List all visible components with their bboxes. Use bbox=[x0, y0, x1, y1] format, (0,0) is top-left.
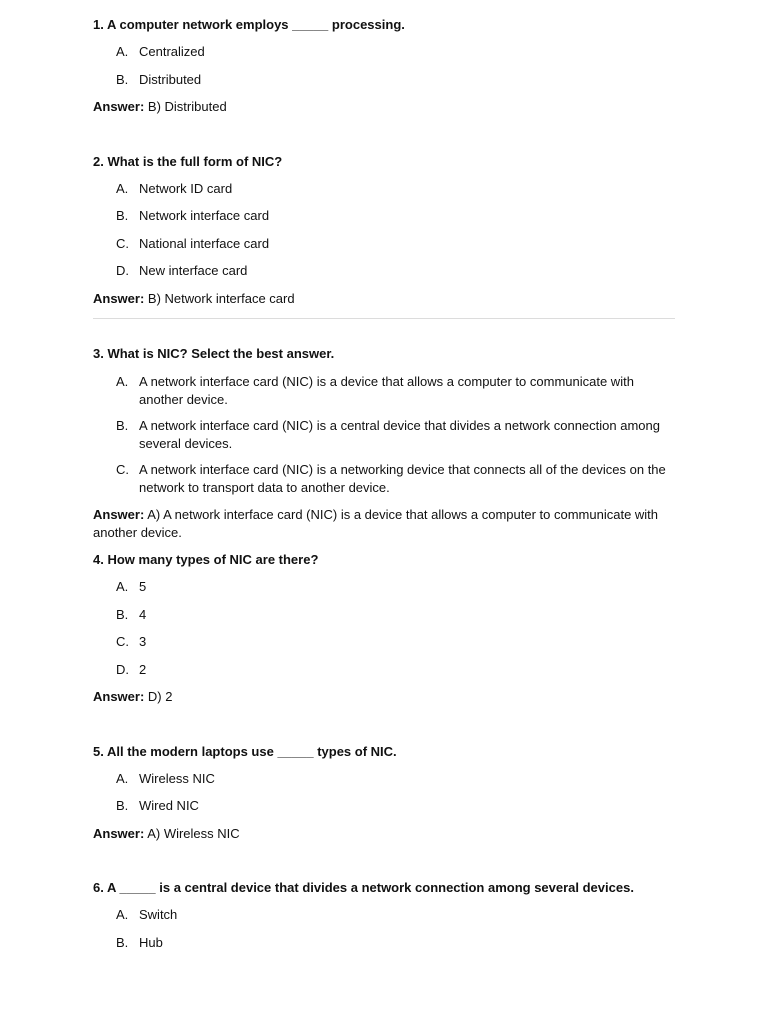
section-divider bbox=[93, 318, 675, 319]
option-item bbox=[93, 934, 675, 952]
quiz-document bbox=[93, 16, 675, 951]
option-letter: C. bbox=[116, 634, 129, 649]
option-letter: B. bbox=[116, 71, 129, 87]
question-2-text: 2. What is the full form of NIC? bbox=[93, 153, 283, 169]
option-text: Distributed bbox=[139, 71, 202, 87]
answer-text: B) Distributed bbox=[147, 99, 227, 114]
option-letter: B. bbox=[116, 208, 129, 223]
option-item bbox=[93, 417, 675, 452]
option-letter: B. bbox=[116, 934, 129, 950]
option-text: A network interface card (NIC) is a networking device that connects all of the devices on the network to transport data to another device. bbox=[139, 462, 666, 495]
option-item bbox=[93, 633, 675, 651]
question-6-text: 6. A _____ is a central device that divides a network connection among several devices. bbox=[93, 880, 634, 895]
answer-label: Answer: bbox=[93, 689, 145, 704]
answer-text: B) Network interface card bbox=[147, 290, 295, 306]
option-text: Network interface card bbox=[139, 208, 270, 223]
option-item bbox=[93, 373, 675, 408]
question-1-text: 1. A computer network employs _____ processing. bbox=[93, 17, 405, 32]
option-letter: C. bbox=[116, 235, 129, 251]
question-5-options bbox=[93, 770, 675, 815]
question-4-options bbox=[93, 578, 675, 678]
question-4-text: 4. How many types of NIC are there? bbox=[93, 552, 319, 567]
option-item bbox=[93, 578, 675, 596]
option-letter: A. bbox=[116, 770, 129, 786]
option-letter: A. bbox=[116, 180, 129, 196]
question-3-answer bbox=[93, 506, 675, 541]
answer-text: A) Wireless NIC bbox=[147, 825, 240, 841]
option-text: 5 bbox=[139, 579, 147, 594]
option-text: Wired NIC bbox=[139, 798, 199, 813]
question-5-answer bbox=[93, 825, 675, 843]
option-text: New interface card bbox=[139, 263, 248, 278]
question-1-answer bbox=[93, 98, 675, 116]
option-text: A network interface card (NIC) is a device that allows a computer to communicate with another device. bbox=[139, 374, 634, 407]
option-letter: A. bbox=[116, 907, 129, 922]
option-item bbox=[93, 180, 675, 198]
question-3-text: 3. What is NIC? Select the best answer. bbox=[93, 346, 335, 361]
answer-text: A) A network interface card (NIC) is a device that allows a computer to communicate with another device. bbox=[93, 507, 659, 540]
option-letter: B. bbox=[116, 606, 129, 622]
answer-label: Answer: bbox=[93, 507, 145, 522]
option-item bbox=[93, 606, 675, 624]
answer-text: D) 2 bbox=[147, 689, 173, 704]
option-letter: A. bbox=[116, 44, 129, 59]
option-item bbox=[93, 71, 675, 89]
option-letter: D. bbox=[116, 263, 129, 278]
question-1-options bbox=[93, 43, 675, 88]
option-text: 3 bbox=[139, 634, 147, 649]
option-text: Network ID card bbox=[139, 180, 233, 196]
answer-label: Answer: bbox=[93, 290, 145, 306]
option-text: 2 bbox=[139, 661, 147, 677]
question-2-answer bbox=[93, 290, 675, 308]
option-item bbox=[93, 207, 675, 225]
option-letter: B. bbox=[116, 798, 129, 813]
option-letter: C. bbox=[116, 462, 129, 477]
option-item bbox=[93, 661, 675, 679]
option-item bbox=[93, 770, 675, 788]
option-letter: B. bbox=[116, 418, 129, 433]
answer-label: Answer: bbox=[93, 825, 145, 841]
option-text: Hub bbox=[139, 934, 163, 950]
answer-label: Answer: bbox=[93, 99, 145, 114]
option-letter: D. bbox=[116, 661, 129, 677]
option-item bbox=[93, 43, 675, 61]
question-3-options bbox=[93, 373, 675, 496]
option-text: National interface card bbox=[139, 235, 270, 251]
option-item bbox=[93, 262, 675, 280]
option-item bbox=[93, 235, 675, 253]
option-text: Switch bbox=[139, 907, 178, 922]
option-letter: A. bbox=[116, 374, 129, 389]
option-item bbox=[93, 461, 675, 496]
option-letter: A. bbox=[116, 579, 129, 594]
question-2-options bbox=[93, 180, 675, 280]
question-4-answer bbox=[93, 688, 675, 706]
option-text: Wireless NIC bbox=[139, 770, 215, 786]
option-text: 4 bbox=[139, 606, 147, 622]
option-text: Centralized bbox=[139, 44, 205, 59]
option-item bbox=[93, 797, 675, 815]
question-5-text: 5. All the modern laptops use _____ types of NIC. bbox=[93, 743, 397, 759]
option-text: A network interface card (NIC) is a central device that divides a network connection among several devices. bbox=[139, 418, 660, 451]
option-item bbox=[93, 906, 675, 924]
question-6-options bbox=[93, 906, 675, 951]
